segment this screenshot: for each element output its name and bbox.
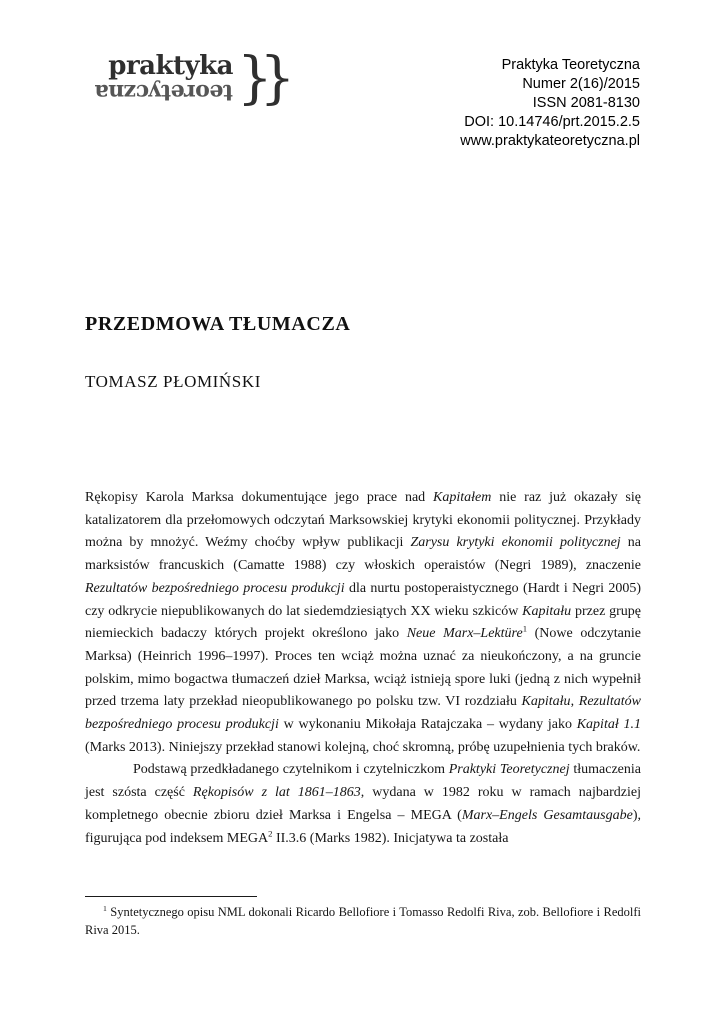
doi-number: DOI: 10.14746/prt.2015.2.5	[464, 114, 640, 130]
logo-double-brace-icon: }}	[237, 46, 283, 111]
website-url: www.praktykateoretyczna.pl	[460, 133, 640, 149]
logo-teoretyczna-mirrored-text: teoretyczna	[95, 79, 234, 105]
journal-name: Praktyka Teoretyczna	[501, 57, 640, 73]
issue-number: Numer 2(16)/2015	[522, 76, 640, 92]
logo-praktyka-text: praktyka	[108, 51, 234, 81]
journal-header-info	[460, 56, 640, 151]
footnote-text: Syntetycznego opisu NML dokonali Ricardo Bellofiore i Tomasso Redolfi Riva, zob. Bellofiore i Redolfi Riva 2015.	[85, 905, 641, 937]
article-body	[85, 487, 641, 850]
article-author: TOMASZ PŁOMIŃSKI	[85, 372, 261, 391]
logo-wordmark	[95, 52, 233, 104]
journal-logo	[95, 46, 295, 114]
footnote-area	[85, 896, 641, 939]
footnote-separator-rule	[85, 896, 257, 897]
paragraph: Podstawą przedkładanego czytelnikom i czytelniczkom Praktyki Teoretycznej tłumaczenia jest szósta część Rękopisów z lat 1861–1863, wydana w 1982 roku w ramach najbardziej kompletnego obecnie zbioru dzieł Marksa i Engelsa – MEGA (Marx–Engels Gesamtausgabe), figurująca pod indeksem MEGA$^2$ II.3.6 (Marks 1982). Inicjatywa ta została	[85, 762, 641, 846]
paragraph: Rękopisy Karola Marksa dokumentujące jego prace nad Kapitałem nie raz już okazały się katalizatorem dla przełomowych odczytań Marksowskiej krytyki ekonomii politycznej. Przykłady można by mnożyć. Weźmy choćby wpływ publikacji Zarysu krytyki ekonomii politycznej na marksistów francuskich (Camatte 1988) czy włoskich operaistów (Negri 1989), znaczenie Rezultatów bezpośredniego procesu produkcji dla nurtu postoperaistycznego (Hardt i Negri 2005) czy odkrycie niepublikowanych do lat siedemdziesiątych XX wieku szkiców Kapitału przez grupę niemieckich badaczy których projekt określono jako Neue Marx–Lektüre$^1$ (Nowe odczytanie Marksa) (Heinrich 1996–1997). Proces ten wciąż można uznać za nieukończony, a na gruncie polskim, mimo bogactwa tłumaczeń dzieł Marksa, wciąż istnieją spore luki (jedną z nich wypełnił przed trzema laty przekład nieopublikowanego po polsku tzw. VI rozdziału Kapitału, Rezultatów bezpośredniego procesu produkcji w wykonaniu Mikołaja Ratajczaka – wydany jako Kapitał 1.1 (Marks 2013). Niniejszy przekład stanowi kolejną, choć skromną, próbę uzupełnienia tych braków.	[85, 490, 641, 755]
footnote	[85, 904, 641, 939]
footnote-marker: 1	[103, 903, 107, 913]
issn-number: ISSN 2081-8130	[532, 95, 640, 111]
article-title: PRZEDMOWA TŁUMACZA	[85, 313, 351, 335]
